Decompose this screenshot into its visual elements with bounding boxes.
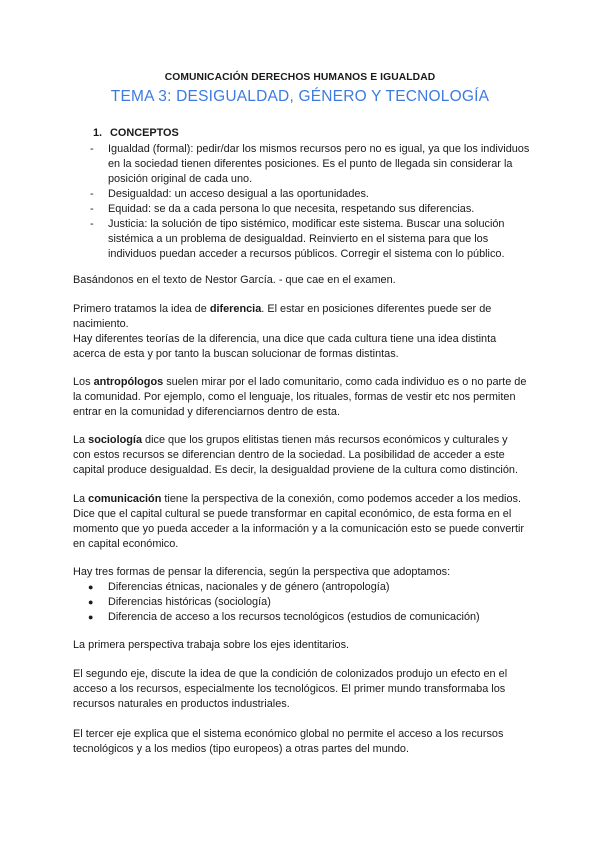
- paragraph-text: Hay diferentes teorías de la diferencia, una dice que cada cultura tiene una idea distinta acerca de esta y por tanto la buscan solucionar de formas distintas.: [73, 333, 497, 360]
- concept-text: Igualdad (formal): pedir/dar los mismos recursos pero no es igual, ya que los individuos en la sociedad tienen diferentes posiciones. Es el punto de llegada sin considerar la posición original de cada uno.: [108, 143, 530, 185]
- paragraph-text: La: [73, 493, 89, 505]
- paragraph-text: suelen mirar por el lado comunitario, como cada individuo es o no parte de la comunidad. Por ejemplo, como el lenguaje, los rituales, formas de vestir etc nos permiten entrar en la comunidad y diferenciarnos dentro de esta.: [73, 376, 527, 418]
- paragraph: El tercer eje explica que el sistema económico global no permite el acceso a los recursos tecnológicos y a los medios (tipo europeos) a otras partes del mundo.: [73, 728, 504, 755]
- bullet-marker: ●: [88, 597, 94, 607]
- dash-marker: -: [90, 218, 94, 230]
- paragraph-text: tiene la perspectiva de la conexión, como podemos acceder a los medios. Dice que el capital cultural se puede transformar en capital económico, de esta forma en el momento que yo pueda acceder a la información y a la comunicación esto se puede convertir en capital económico.: [73, 493, 525, 550]
- bullet-text: Diferencias étnicas, nacionales y de género (antropología): [108, 581, 390, 593]
- bold-term: comunicación: [88, 493, 162, 505]
- bullet-marker: ●: [88, 612, 94, 622]
- section-heading: [93, 127, 179, 139]
- paragraph: [73, 492, 528, 552]
- section-number: 1.: [93, 127, 103, 139]
- paragraph: [73, 433, 528, 478]
- list-item: [90, 187, 530, 202]
- paragraph-text: Primero tratamos la idea de: [73, 303, 210, 315]
- list-item: [90, 142, 530, 187]
- bold-term: sociología: [88, 434, 142, 446]
- bullet-text: Diferencia de acceso a los recursos tecnológicos (estudios de comunicación): [108, 611, 480, 623]
- dash-marker: -: [90, 188, 94, 200]
- concept-text: Desigualdad: un acceso desigual a las oportunidades.: [108, 188, 369, 200]
- list-item: [90, 217, 530, 262]
- list-item: [88, 595, 508, 610]
- concept-text: Equidad: se da a cada persona lo que necesita, respetando sus diferencias.: [108, 203, 475, 215]
- list-item: [90, 202, 530, 217]
- paragraph: La primera perspectiva trabaja sobre los ejes identitarios.: [73, 639, 350, 651]
- paragraph: [73, 375, 528, 420]
- list-item: [88, 580, 508, 595]
- list-item: [88, 610, 508, 625]
- dash-marker: -: [90, 203, 94, 215]
- concept-text: Justicia: la solución de tipo sistémico, modificar este sistema. Buscar una solución sistémica a un problema de desigualdad. Reinvierto en el sistema para que los individuos puedan acceder a recursos públicos. Corregir el sistema con lo público.: [108, 218, 505, 260]
- paragraph: El segundo eje, discute la idea de que la condición de colonizados produjo un efecto en el acceso a los recursos, especialmente los tecnológicos. El primer mundo transformaba los recursos naturales en productos industriales.: [73, 668, 508, 710]
- paragraph-text: dice que los grupos elitistas tienen más recursos económicos y culturales y con estos recursos se diferencian dentro de la sociedad. La posibilidad de acceder a este capital produce desigualdad. Es decir, la desigualdad proviene de la cultura como distinción.: [73, 434, 518, 476]
- bold-term: diferencia: [209, 303, 262, 315]
- course-title: COMUNICACIÓN DERECHOS HUMANOS E IGUALDAD: [164, 72, 436, 83]
- bold-term: antropólogos: [93, 376, 164, 388]
- bullet-text: Diferencias históricas (sociología): [108, 596, 271, 608]
- paragraph-text: La: [73, 434, 89, 446]
- perspectives-list: [88, 580, 508, 625]
- section-heading-text: CONCEPTOS: [110, 127, 179, 139]
- paragraph: Hay tres formas de pensar la diferencia, según la perspectiva que adoptamos:: [73, 566, 451, 578]
- paragraph-text: Los: [73, 376, 94, 388]
- concepts-list: [90, 142, 530, 262]
- bullet-marker: ●: [88, 582, 94, 592]
- paragraph: Basándonos en el texto de Nestor García. - que cae en el examen.: [73, 274, 396, 286]
- page-title: TEMA 3: DESIGUALDAD, GÉNERO Y TECNOLOGÍA: [110, 88, 490, 105]
- paragraph: [73, 302, 528, 362]
- paragraph-text: . El estar en posiciones diferentes puede ser de nacimiento.: [73, 303, 492, 330]
- dash-marker: -: [90, 143, 94, 155]
